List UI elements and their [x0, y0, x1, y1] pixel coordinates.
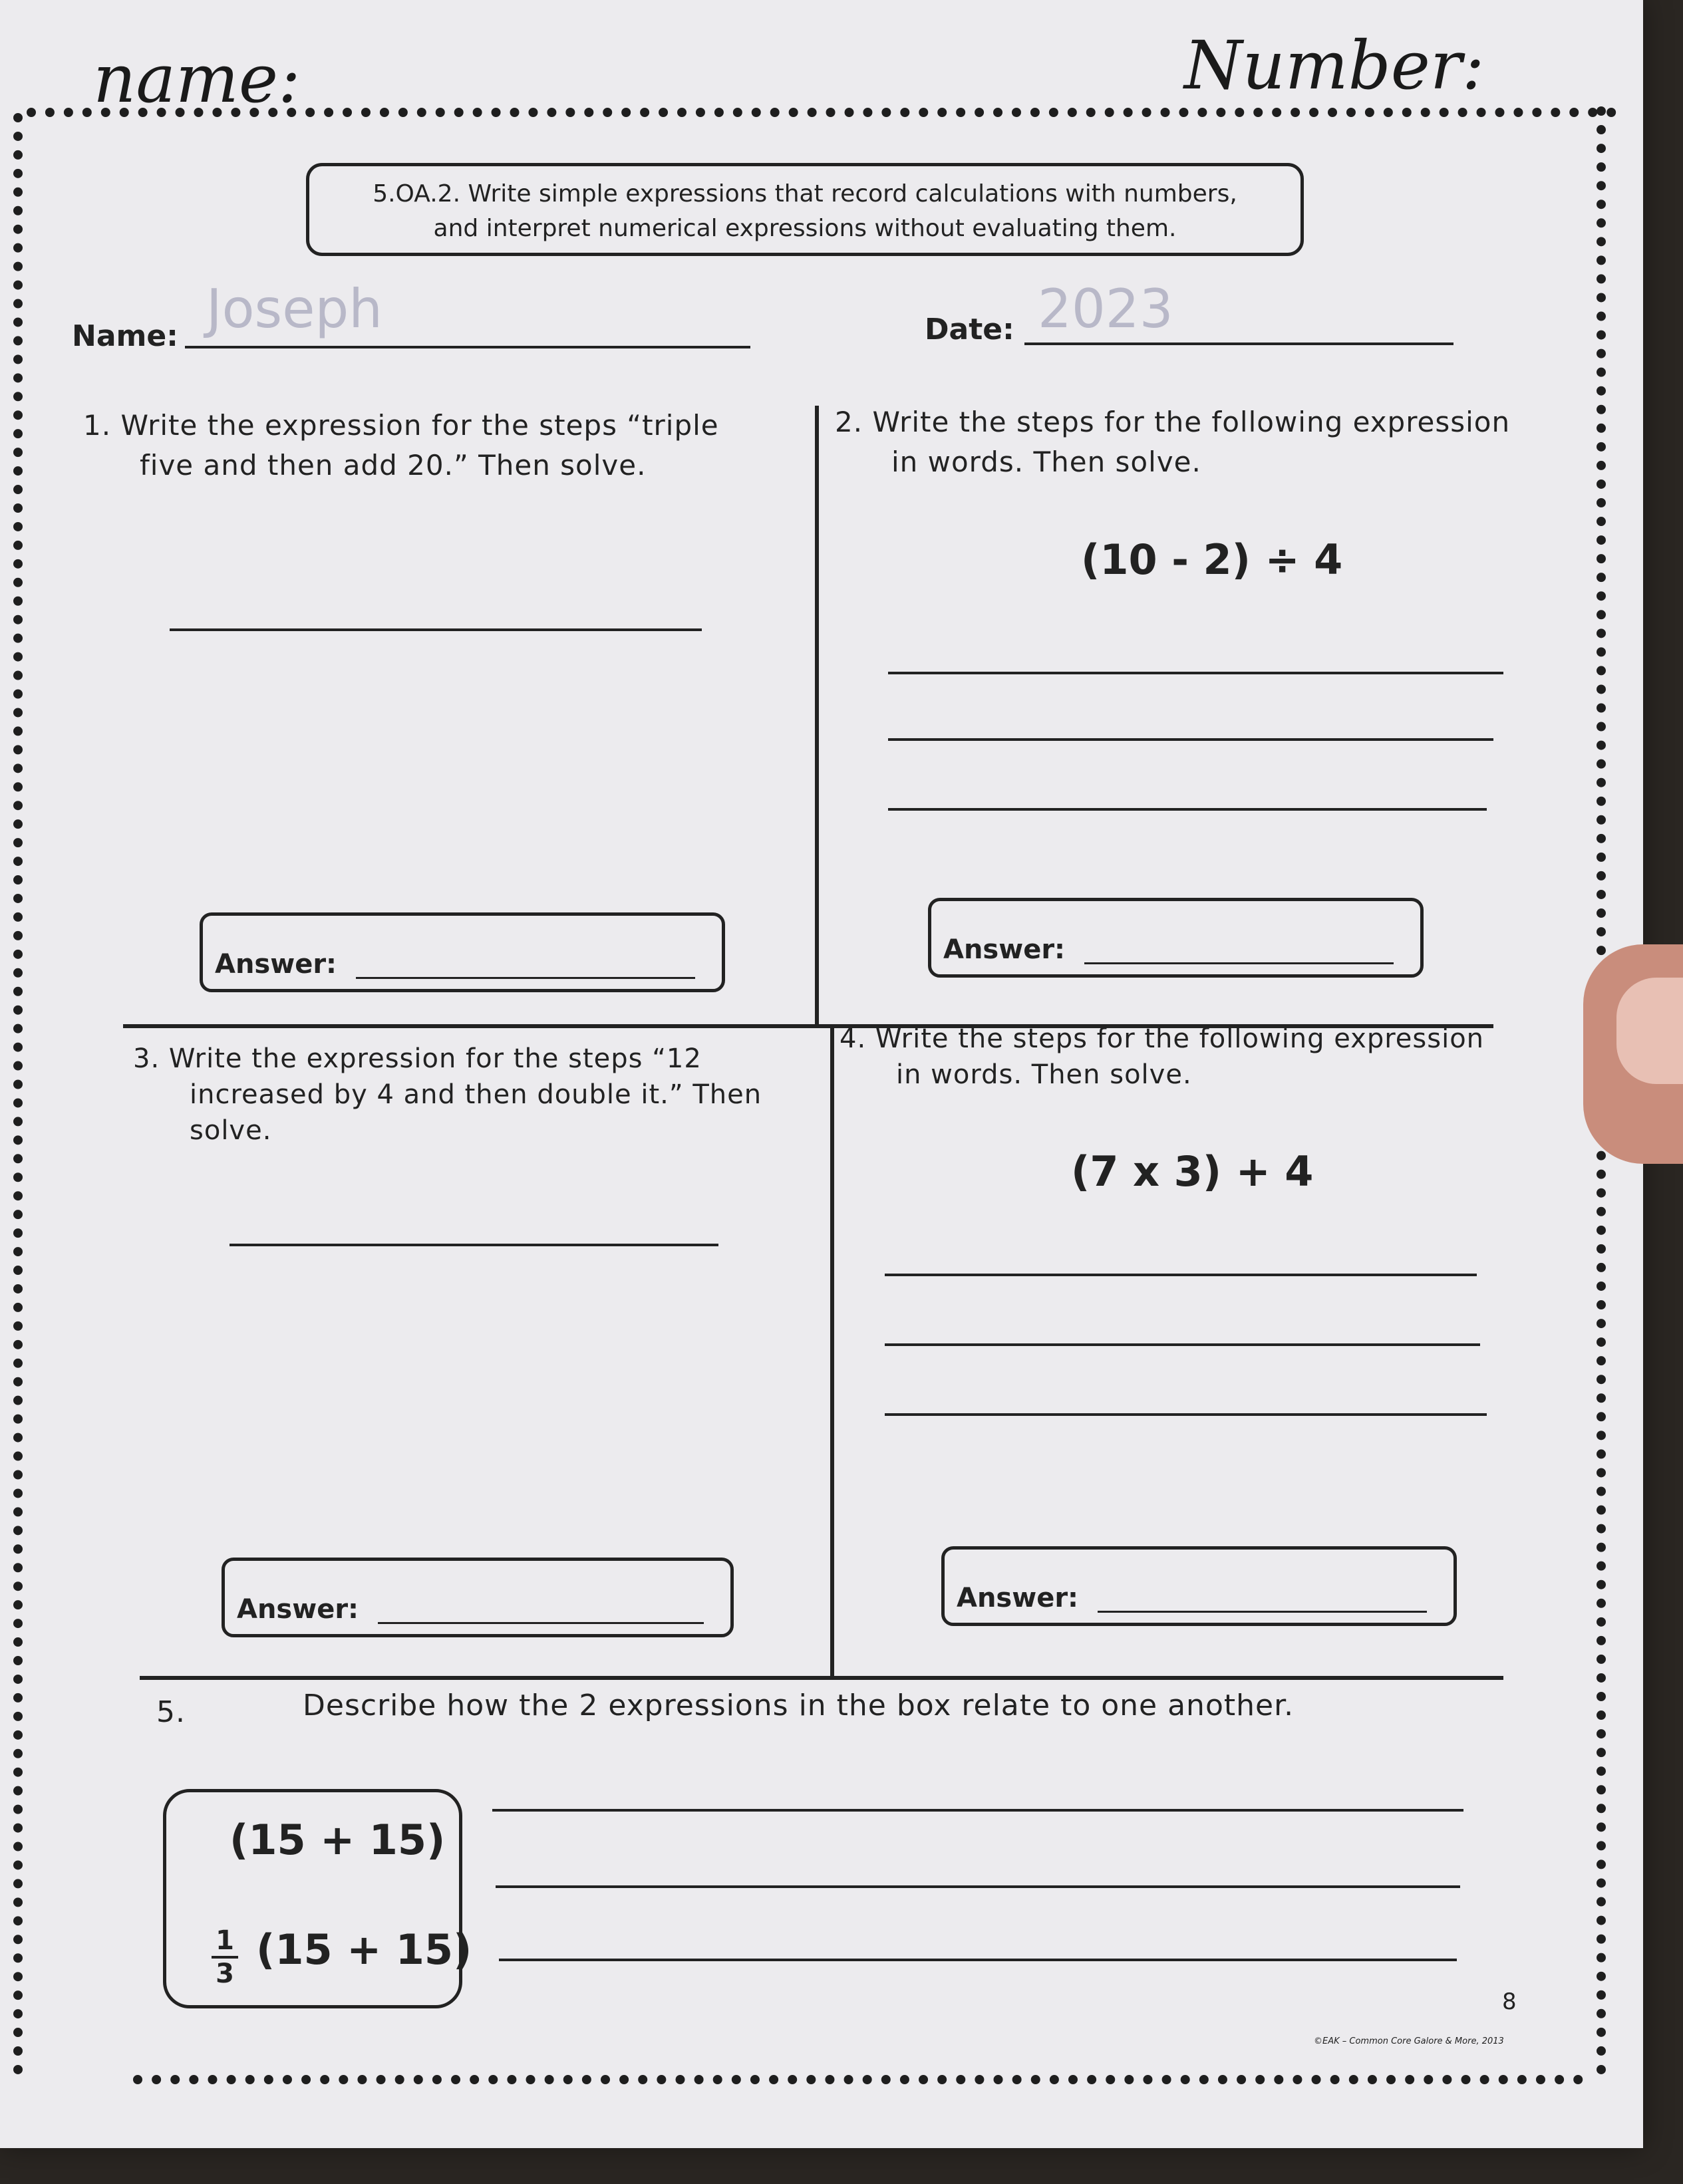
q4-work-line-1[interactable]	[885, 1274, 1477, 1276]
q3-answer-box[interactable]	[222, 1558, 734, 1637]
standard-box	[306, 163, 1304, 256]
name-line[interactable]	[185, 346, 750, 348]
q3-answer-line	[378, 1622, 704, 1624]
q4-line1: Write the steps for the following expression	[875, 1024, 1485, 1054]
q2-work-line-1[interactable]	[888, 672, 1503, 674]
date-line[interactable]	[1024, 342, 1454, 345]
q4-line2: in words. Then solve.	[896, 1059, 1192, 1090]
handwritten-name-header: name:	[93, 40, 301, 118]
q4-text	[840, 1021, 1484, 1093]
q2-line2: in words. Then solve.	[891, 446, 1201, 478]
dotted-border-bottom	[133, 2075, 1583, 2084]
q3-line2: increased by 4 and then double it.” Then	[190, 1079, 762, 1110]
q5-fraction-denominator: 3	[212, 1956, 238, 1989]
q1-text	[83, 406, 719, 485]
q1-line2: five and then add 20.” Then solve.	[140, 449, 647, 481]
dotted-border-left	[13, 113, 23, 2075]
q5-expression-1: (15 + 15)	[230, 1816, 446, 1864]
q5-fraction	[212, 1925, 238, 1989]
q4-work-line-2[interactable]	[885, 1343, 1480, 1346]
divider-vertical-bottom	[830, 1027, 834, 1676]
q2-answer-box[interactable]	[928, 898, 1424, 978]
q4-answer-line	[1098, 1611, 1427, 1613]
q5-answer-line-2[interactable]	[496, 1885, 1460, 1888]
q2-number: 2.	[835, 406, 863, 438]
page-number: 8	[1502, 1988, 1517, 2015]
q5-answer-line-1[interactable]	[492, 1809, 1463, 1812]
q5-prompt: Describe how the 2 expressions in the box relate to one another.	[303, 1689, 1295, 1722]
q2-text	[835, 402, 1510, 482]
q1-answer-box[interactable]	[200, 912, 725, 992]
thumbnail	[1616, 978, 1683, 1084]
q3-number: 3.	[133, 1043, 160, 1074]
standard-line-1: 5.OA.2. Write simple expressions that record calculations with numbers,	[373, 180, 1237, 207]
q1-line1: Write the expression for the steps “triple	[120, 409, 719, 442]
handwritten-date: 2023	[1038, 278, 1173, 340]
q3-answer-label: Answer:	[237, 1594, 359, 1625]
q4-work-line-3[interactable]	[885, 1413, 1487, 1416]
q2-answer-label: Answer:	[943, 934, 1066, 965]
q2-work-line-2[interactable]	[888, 738, 1493, 741]
q2-line1: Write the steps for the following expression	[872, 406, 1511, 438]
q5-fraction-numerator: 1	[216, 1925, 234, 1956]
q4-answer-box[interactable]	[941, 1546, 1457, 1626]
date-label: Date:	[925, 313, 1014, 346]
q1-work-line[interactable]	[170, 628, 702, 631]
q1-answer-label: Answer:	[215, 949, 337, 980]
divider-vertical-top	[815, 406, 819, 1027]
q4-number: 4.	[840, 1024, 867, 1054]
q3-line3: solve.	[190, 1115, 272, 1146]
q4-expression: (7 x 3) + 4	[1071, 1147, 1314, 1196]
q2-answer-line	[1084, 962, 1394, 964]
q4-answer-label: Answer:	[957, 1583, 1079, 1613]
standard-line-2: and interpret numerical expressions without evaluating them.	[433, 215, 1177, 242]
dotted-border-top	[27, 108, 1616, 117]
name-label: Name:	[72, 319, 178, 353]
q2-work-line-3[interactable]	[888, 808, 1487, 811]
q5-answer-line-3[interactable]	[499, 1959, 1457, 1961]
copyright-notice: ©EAK – Common Core Galore & More, 2013	[1314, 2036, 1504, 2046]
q5-number: 5.	[156, 1695, 186, 1729]
q3-line1: Write the expression for the steps “12	[168, 1043, 702, 1074]
q1-number: 1.	[83, 409, 112, 442]
q2-expression: (10 - 2) ÷ 4	[1081, 535, 1343, 584]
q5-expression-2: (15 + 15)	[256, 1925, 472, 1974]
divider-horizontal-lower	[140, 1676, 1503, 1680]
q3-work-line[interactable]	[230, 1244, 718, 1246]
q1-answer-line	[356, 977, 695, 979]
handwritten-number-header: Number:	[1184, 27, 1485, 104]
handwritten-student-name: Joseph	[206, 278, 382, 340]
q3-text	[133, 1041, 762, 1149]
